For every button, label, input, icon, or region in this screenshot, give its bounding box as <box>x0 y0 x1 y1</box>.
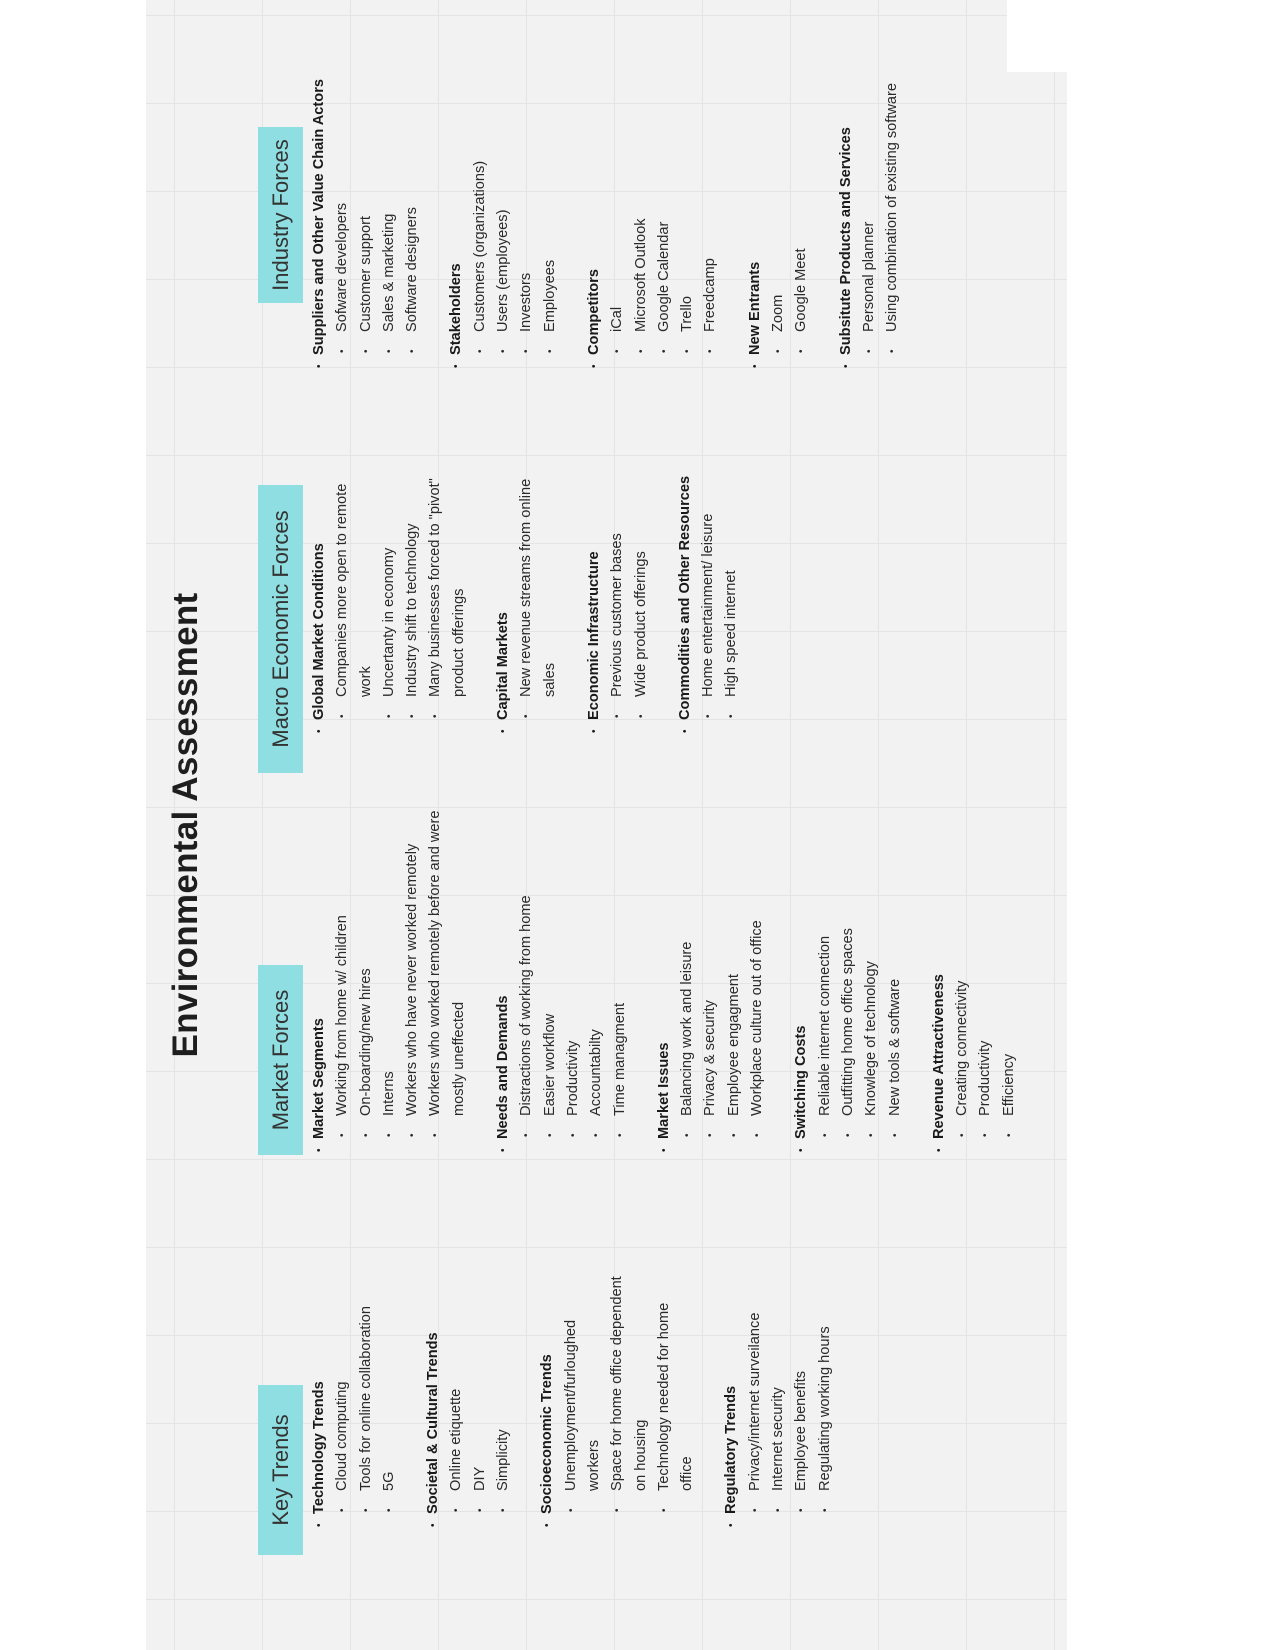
list-item: • Customers (organizations) <box>469 0 492 355</box>
bullet-list <box>445 1227 515 1527</box>
list-item: • New revenue streams from online sales <box>515 457 562 720</box>
header-market-forces: Market Forces <box>258 965 303 1155</box>
list-item: • iCal <box>606 0 629 355</box>
bullet-group <box>583 455 653 733</box>
group-heading: • New Entrants <box>744 0 767 368</box>
list-item: • Companies more open to remote work <box>331 457 378 720</box>
group-heading: • Market Issues <box>653 780 676 1152</box>
group-heading: • Revenue Attractiveness <box>928 780 951 1152</box>
bullet-list <box>331 455 471 733</box>
group-heading: • Subsitute Products and Services <box>835 0 858 368</box>
list-item: • Software designers <box>401 0 424 355</box>
list-item: • Cloud computing <box>331 1276 354 1514</box>
list-item: • Wide product offerings <box>630 457 653 720</box>
group-heading: • Competitors <box>583 0 606 368</box>
group-heading: • Switching Costs <box>790 780 813 1152</box>
bullet-group <box>445 0 561 368</box>
group-heading: • Socioeconomic Trends <box>536 1227 559 1527</box>
header-industry-forces: Industry Forces <box>258 127 303 303</box>
list-item: • Regulating working hours <box>814 1276 837 1514</box>
bullet-group <box>492 455 562 733</box>
column-market-forces <box>308 780 1042 1152</box>
list-item: • Uncertanty in economy <box>378 457 401 720</box>
list-item: • Freedcamp <box>699 0 722 355</box>
bullet-group <box>583 0 723 368</box>
list-item: • Working from home w/ children <box>331 781 354 1139</box>
list-item: • Reliable internet connection <box>814 781 837 1139</box>
bullet-group <box>790 780 906 1152</box>
bullet-list <box>676 780 769 1152</box>
list-item: • Many businesses forced to "pivot" product offerings <box>424 457 471 720</box>
bullet-group <box>653 780 769 1152</box>
list-item: • Personal planner <box>858 0 881 355</box>
list-item: • Distractions of working from home <box>515 781 538 1139</box>
group-heading: • Regulatory Trends <box>720 1227 743 1527</box>
list-item: • Investors <box>515 0 538 355</box>
list-item: • Home entertainment/ leisure <box>697 457 720 720</box>
list-item: • Workers who worked remotely before and were mostly uneffected <box>424 781 471 1139</box>
bullet-group <box>744 0 814 368</box>
list-item: • Knowlege of technology <box>860 781 883 1139</box>
list-item: • DIY <box>469 1276 492 1514</box>
bullet-list <box>560 1227 700 1527</box>
group-heading: • Global Market Conditions <box>308 455 331 733</box>
list-item: • Trello <box>676 0 699 355</box>
list-item: • On-boarding/new hires <box>355 781 378 1139</box>
list-item: • Zoom <box>767 0 790 355</box>
group-heading: • Societal & Cultural Trends <box>422 1227 445 1527</box>
bullet-group <box>492 780 632 1152</box>
bullet-list <box>767 0 814 368</box>
list-item: • Workplace culture out of office <box>746 781 769 1139</box>
bullet-group <box>308 455 471 733</box>
list-item: • Employee benefits <box>790 1276 813 1514</box>
list-item: • Using combination of existing software <box>881 0 904 355</box>
list-item: • Time managment <box>609 781 632 1139</box>
list-item: • Employees <box>539 0 562 355</box>
list-item: • Accountabilty <box>585 781 608 1139</box>
group-heading: • Economic Infrastructure <box>583 455 606 733</box>
list-item: • Easier workflow <box>539 781 562 1139</box>
group-heading: • Needs and Demands <box>492 780 515 1152</box>
bullet-group <box>308 1227 401 1527</box>
column-industry-forces <box>308 0 926 368</box>
list-item: • Sales & marketing <box>378 0 401 355</box>
list-item: • Customer support <box>355 0 378 355</box>
bullet-list <box>858 0 905 368</box>
list-item: • Space for home office dependent on housing <box>606 1276 653 1514</box>
list-item: • Internet security <box>767 1276 790 1514</box>
list-item: • Interns <box>378 781 401 1139</box>
list-item: • Industry shift to technology <box>401 457 424 720</box>
bullet-list <box>814 780 907 1152</box>
list-item: • Sofware developers <box>331 0 354 355</box>
whiteboard-canvas[interactable] <box>146 0 1067 1650</box>
list-item: • Previous customer bases <box>606 457 629 720</box>
list-item: • Creating connectivity <box>951 781 974 1139</box>
list-item: • Users (employees) <box>492 0 515 355</box>
bullet-group <box>835 0 905 368</box>
list-item: • Technology needed for home office <box>653 1276 700 1514</box>
list-item: • Employee engagment <box>723 781 746 1139</box>
bullet-list <box>606 0 722 368</box>
list-item: • Tools for online collaboration <box>355 1276 378 1514</box>
list-item: • Google Meet <box>790 0 813 355</box>
bullet-list <box>331 1227 401 1527</box>
bullet-list <box>744 1227 837 1527</box>
bullet-group <box>720 1227 836 1527</box>
bullet-group <box>536 1227 699 1527</box>
header-key-trends: Key Trends <box>258 1385 303 1555</box>
list-item: • Online etiquette <box>445 1276 468 1514</box>
column-macro-economic-forces <box>308 455 765 733</box>
bullet-list <box>697 455 744 733</box>
header-macro-economic-forces: Macro Economic Forces <box>258 485 303 773</box>
group-heading: • Capital Markets <box>492 455 515 733</box>
list-item: • Unemployment/furloughed workers <box>560 1276 607 1514</box>
bullet-list <box>515 780 631 1152</box>
bullet-list <box>606 455 653 733</box>
list-item: • New tools & software <box>884 781 907 1139</box>
list-item: • Simplicity <box>492 1276 515 1514</box>
list-item: • Workers who have never worked remotely <box>401 781 424 1139</box>
list-item: • Microsoft Outlook <box>630 0 653 355</box>
bullet-list <box>469 0 562 368</box>
group-heading: • Suppliers and Other Value Chain Actors <box>308 0 331 368</box>
bullet-list <box>515 455 562 733</box>
list-item: • Google Calendar <box>653 0 676 355</box>
list-item: • Efficiency <box>998 781 1021 1139</box>
group-heading: • Stakeholders <box>445 0 468 368</box>
list-item: • 5G <box>378 1276 401 1514</box>
bullet-group <box>308 780 471 1152</box>
list-item: • Productivity <box>562 781 585 1139</box>
bullet-list <box>951 780 1021 1152</box>
list-item: • High speed internet <box>720 457 743 720</box>
list-item: • Balancing work and leisure <box>676 781 699 1139</box>
group-heading: • Commodities and Other Resources <box>674 455 697 733</box>
group-heading: • Technology Trends <box>308 1227 331 1527</box>
list-item: • Privacy & security <box>699 781 722 1139</box>
list-item: • Privacy/internet surveilance <box>744 1276 767 1514</box>
group-heading: • Market Segments <box>308 780 331 1152</box>
bullet-group <box>928 780 1021 1152</box>
corner-panel <box>1007 0 1067 72</box>
bullet-list <box>331 0 424 368</box>
bullet-group <box>308 0 424 368</box>
bullet-group <box>674 455 744 733</box>
bullet-list <box>331 780 471 1152</box>
page-title: Environmental Assessment <box>166 592 205 1058</box>
list-item: • Outfitting home office spaces <box>837 781 860 1139</box>
column-key-trends <box>308 1227 858 1527</box>
bullet-group <box>422 1227 515 1527</box>
list-item: • Productivity <box>974 781 997 1139</box>
